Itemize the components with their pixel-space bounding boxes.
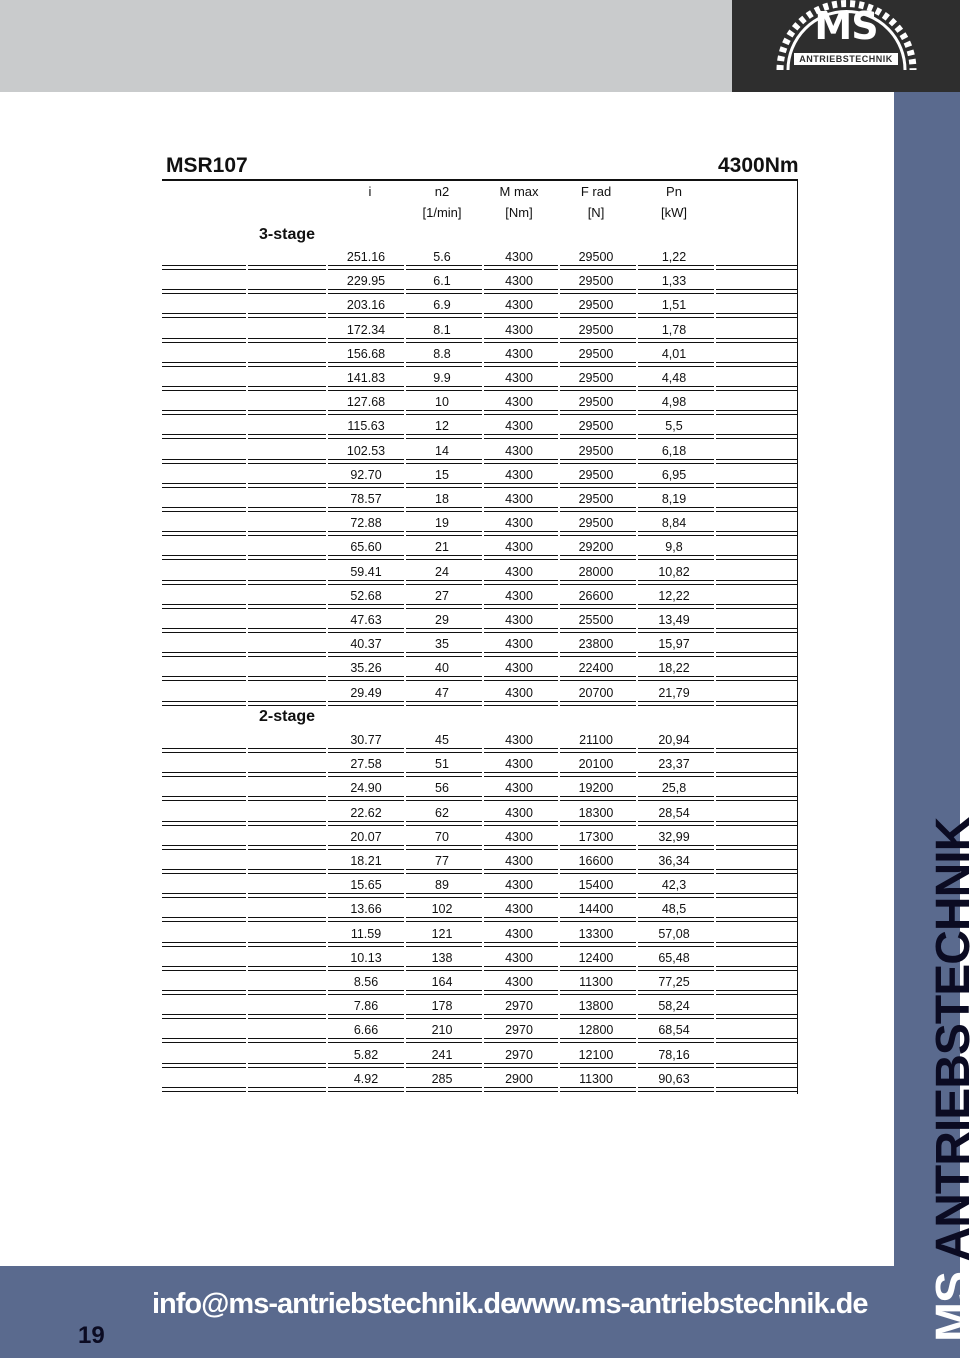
cell-ratio: 6.66 (353, 1023, 379, 1038)
table-row (0, 999, 800, 1023)
cell-ratio: 65.60 (350, 540, 382, 555)
cell-frad: 29500 (578, 443, 614, 458)
cell-n2: 19 (435, 516, 449, 531)
cell-n2: 164 (431, 975, 453, 989)
table-row (0, 878, 800, 902)
cell-ratio: 5.82 (353, 1047, 379, 1062)
cell-frad: 21100 (579, 733, 613, 747)
cell-frad: 28000 (578, 564, 614, 579)
col-header-pn: Pn (666, 184, 682, 199)
cell-ratio: 13.66 (350, 902, 382, 917)
cell-n2: 24 (435, 564, 449, 579)
cell-frad: 29500 (578, 322, 614, 337)
section-label-2-stage: 2-stage (259, 708, 316, 725)
cell-n2: 21 (435, 540, 449, 555)
cell-frad: 29500 (578, 516, 614, 531)
cell-mmax: 2970 (505, 1023, 533, 1038)
row-divider (162, 580, 798, 585)
row-divider (162, 845, 798, 850)
cell-pn: 4,01 (661, 346, 687, 361)
cell-frad: 16600 (578, 854, 614, 868)
cell-pn: 77,25 (658, 975, 690, 989)
cell-ratio: 92.70 (350, 467, 382, 482)
cell-mmax: 4300 (505, 492, 533, 506)
cell-n2: 18 (435, 492, 449, 506)
table-row (0, 274, 800, 298)
cell-ratio: 115.63 (347, 419, 385, 434)
row-divider (162, 1014, 798, 1019)
table-row (0, 444, 800, 468)
cell-mmax: 4300 (505, 322, 533, 337)
row-divider (162, 555, 798, 560)
cell-ratio: 35.26 (350, 661, 382, 676)
cell-pn: 1,22 (661, 250, 687, 264)
col-header-mmax: M max (499, 184, 539, 199)
cell-pn: 28,54 (658, 805, 690, 820)
cell-mmax: 4300 (505, 685, 533, 700)
cell-pn: 4,48 (661, 371, 687, 385)
cell-mmax: 4300 (505, 274, 533, 289)
cell-mmax: 4300 (505, 950, 533, 965)
row-divider (162, 652, 798, 657)
cell-n2: 89 (435, 878, 449, 893)
cell-ratio: 15.65 (350, 878, 382, 893)
row-divider (162, 1063, 798, 1068)
table-row (0, 347, 800, 371)
table-row (0, 902, 800, 926)
torque-rating: 4300Nm (718, 154, 799, 177)
col-unit-frad: [N] (587, 205, 605, 220)
cell-mmax: 4300 (505, 516, 533, 531)
cell-mmax: 4300 (505, 613, 533, 627)
cell-frad: 17300 (578, 829, 614, 844)
table-row (0, 298, 800, 322)
table-row (0, 323, 800, 347)
cell-mmax: 4300 (505, 443, 533, 458)
table-row (0, 854, 800, 878)
row-divider (162, 604, 798, 609)
table-row (0, 637, 800, 661)
cell-n2: 8.8 (433, 346, 451, 361)
cell-pn: 1,51 (661, 298, 687, 313)
cell-ratio: 229.95 (346, 274, 386, 289)
cell-ratio: 40.37 (350, 637, 382, 652)
side-brand-ms: MS (927, 1272, 980, 1342)
cell-n2: 285 (431, 1071, 453, 1086)
table-row (0, 419, 800, 443)
table-row (0, 468, 800, 492)
cell-n2: 27 (435, 588, 449, 603)
cell-pn: 48,5 (661, 902, 687, 917)
row-divider (162, 917, 798, 922)
cell-pn: 78,16 (658, 1047, 690, 1062)
cell-frad: 14400 (578, 902, 614, 917)
table-row (0, 371, 800, 395)
row-divider (162, 265, 798, 270)
cell-pn: 10,82 (658, 564, 690, 579)
row-divider (162, 313, 798, 318)
cell-mmax: 4300 (505, 661, 533, 676)
table-row (0, 613, 800, 637)
cell-n2: 241 (431, 1047, 453, 1062)
table-row (0, 1048, 800, 1072)
cell-n2: 45 (435, 733, 449, 747)
cell-n2: 51 (435, 757, 449, 772)
cell-frad: 23800 (578, 637, 614, 652)
cell-frad: 29500 (578, 419, 614, 434)
cell-pn: 90,63 (658, 1071, 690, 1086)
cell-n2: 12 (435, 419, 449, 434)
cell-n2: 70 (435, 829, 449, 844)
row-divider (162, 531, 798, 536)
cell-pn: 13,49 (658, 613, 690, 627)
row-divider (162, 990, 798, 995)
row-divider (162, 821, 798, 826)
cell-pn: 21,79 (658, 685, 690, 700)
cell-ratio: 24.90 (350, 781, 382, 796)
col-header-frad: F rad (580, 184, 612, 199)
cell-frad: 29500 (578, 371, 614, 385)
col-unit-n2: [1/min] (422, 205, 462, 220)
cell-mmax: 4300 (505, 298, 533, 313)
cell-frad: 13800 (578, 999, 614, 1014)
cell-frad: 22400 (578, 661, 614, 676)
row-divider (162, 796, 798, 801)
cell-ratio: 251.16 (346, 250, 386, 264)
cell-mmax: 4300 (505, 829, 533, 844)
cell-ratio: 172.34 (346, 322, 386, 337)
cell-pn: 1,78 (661, 322, 687, 337)
col-unit-mmax: [Nm] (505, 205, 533, 220)
cell-ratio: 7.86 (353, 999, 379, 1014)
cell-mmax: 4300 (505, 926, 533, 941)
cell-frad: 19200 (578, 781, 614, 796)
cell-pn: 8,84 (661, 516, 687, 531)
cell-frad: 29500 (578, 492, 614, 506)
cell-n2: 138 (431, 950, 453, 965)
side-brand-text (927, 817, 980, 1342)
cell-n2: 40 (435, 661, 449, 676)
cell-mmax: 4300 (505, 467, 533, 482)
cell-pn: 12,22 (658, 588, 690, 603)
table-row (0, 661, 800, 685)
cell-pn: 20,94 (658, 733, 690, 747)
website-link[interactable]: www.ms-antriebstechnik.de (510, 1288, 868, 1320)
col-unit-pn: [kW] (661, 205, 687, 220)
cell-n2: 6.9 (433, 298, 451, 313)
cell-n2: 6.1 (433, 274, 451, 289)
cell-n2: 56 (435, 781, 449, 796)
cell-mmax: 4300 (505, 250, 533, 264)
cell-pn: 5,5 (665, 419, 683, 434)
cell-mmax: 4300 (505, 805, 533, 820)
table-row (0, 589, 800, 613)
table-row (0, 540, 800, 564)
cell-mmax: 2900 (505, 1071, 533, 1086)
cell-mmax: 4300 (505, 878, 533, 893)
table-row (0, 757, 800, 781)
table-row (0, 951, 800, 975)
cell-n2: 9.9 (433, 371, 451, 385)
cell-ratio: 141.83 (346, 371, 386, 385)
cell-ratio: 18.21 (350, 854, 382, 868)
row-divider (162, 459, 798, 464)
cell-frad: 20100 (578, 757, 614, 772)
cell-pn: 25,8 (661, 781, 687, 796)
cell-ratio: 30.77 (350, 733, 382, 747)
title-rule (162, 179, 798, 181)
cell-frad: 25500 (578, 613, 614, 627)
table-row (0, 1072, 800, 1096)
logo-text: MS (814, 4, 878, 48)
cell-n2: 10 (435, 395, 449, 410)
cell-n2: 14 (435, 443, 449, 458)
cell-mmax: 4300 (505, 419, 533, 434)
cell-pn: 15,97 (658, 637, 690, 652)
row-divider (162, 676, 798, 681)
cell-frad: 26600 (578, 588, 614, 603)
cell-n2: 5.6 (433, 250, 451, 264)
table-row (0, 516, 800, 540)
cell-mmax: 4300 (505, 733, 533, 747)
cell-ratio: 10.13 (350, 950, 382, 965)
col-header-n2: n2 (434, 184, 450, 199)
table-row (0, 686, 800, 710)
cell-frad: 18300 (578, 805, 614, 820)
table-row (0, 565, 800, 589)
cell-pn: 32,99 (658, 829, 690, 844)
cell-frad: 29500 (578, 467, 614, 482)
cell-ratio: 52.68 (350, 588, 382, 603)
row-divider (162, 748, 798, 753)
cell-pn: 6,18 (661, 443, 687, 458)
cell-mmax: 4300 (505, 637, 533, 652)
cell-ratio: 20.07 (350, 829, 382, 844)
cell-mmax: 4300 (505, 346, 533, 361)
cell-mmax: 2970 (505, 1047, 533, 1062)
table-row (0, 806, 800, 830)
table-row (0, 733, 800, 757)
cell-pn: 4,98 (661, 395, 687, 410)
cell-ratio: 8.56 (353, 975, 379, 989)
cell-n2: 29 (435, 613, 449, 627)
cell-mmax: 4300 (505, 564, 533, 579)
cell-mmax: 4300 (505, 540, 533, 555)
cell-frad: 12800 (578, 1023, 614, 1038)
row-divider (162, 1087, 798, 1092)
side-brand-rest: ANTRIEBSTECHNIK (927, 817, 980, 1262)
logo-subtext: ANTRIEBSTECHNIK (794, 53, 898, 65)
table-row (0, 781, 800, 805)
cell-mmax: 4300 (505, 395, 533, 410)
cell-pn: 6,95 (661, 467, 687, 482)
cell-frad: 11300 (579, 1071, 613, 1086)
cell-mmax: 4300 (505, 975, 533, 989)
row-divider (162, 1038, 798, 1043)
page-number: 19 (78, 1322, 105, 1349)
cell-frad: 29500 (578, 274, 614, 289)
cell-ratio: 47.63 (350, 613, 382, 627)
cell-n2: 77 (435, 854, 449, 868)
cell-mmax: 4300 (505, 902, 533, 917)
table-row (0, 395, 800, 419)
cell-ratio: 11.59 (350, 926, 382, 941)
row-divider (162, 386, 798, 391)
table-row (0, 975, 800, 999)
row-divider (162, 338, 798, 343)
cell-ratio: 203.16 (346, 298, 386, 313)
cell-n2: 47 (435, 685, 449, 700)
cell-ratio: 27.58 (350, 757, 382, 772)
cell-frad: 11300 (579, 975, 613, 989)
cell-ratio: 29.49 (350, 685, 382, 700)
cell-pn: 65,48 (658, 950, 690, 965)
row-divider (162, 701, 798, 706)
cell-n2: 178 (431, 999, 453, 1014)
cell-ratio: 4.92 (353, 1071, 379, 1086)
row-divider (162, 772, 798, 777)
cell-ratio: 22.62 (350, 805, 382, 820)
cell-n2: 121 (431, 926, 453, 941)
cell-pn: 18,22 (658, 661, 690, 676)
row-divider (162, 869, 798, 874)
cell-ratio: 78.57 (350, 492, 382, 506)
cell-pn: 68,54 (658, 1023, 690, 1038)
row-divider (162, 410, 798, 415)
cell-frad: 29500 (578, 395, 614, 410)
section-label-3-stage: 3-stage (259, 226, 316, 243)
cell-n2: 15 (435, 467, 449, 482)
cell-mmax: 4300 (505, 371, 533, 385)
company-logo (732, 0, 960, 92)
table-row (0, 250, 800, 274)
cell-pn: 8,19 (661, 492, 687, 506)
row-divider (162, 289, 798, 294)
email-link[interactable]: info@ms-antriebstechnik.de (152, 1288, 516, 1320)
cell-n2: 8.1 (433, 322, 451, 337)
cell-mmax: 4300 (505, 757, 533, 772)
cell-n2: 62 (435, 805, 449, 820)
page-title: MSR107 (166, 154, 248, 177)
row-divider (162, 434, 798, 439)
cell-n2: 102 (431, 902, 453, 917)
table-row (0, 1023, 800, 1047)
cell-n2: 210 (431, 1023, 453, 1038)
row-divider (162, 507, 798, 512)
cell-pn: 36,34 (658, 854, 690, 868)
cell-mmax: 2970 (505, 999, 533, 1014)
row-divider (162, 362, 798, 367)
cell-frad: 29500 (578, 250, 614, 264)
cell-frad: 12400 (578, 950, 614, 965)
col-header-i: i (368, 184, 372, 199)
row-divider (162, 893, 798, 898)
cell-n2: 35 (435, 637, 449, 652)
row-divider (162, 628, 798, 633)
cell-ratio: 72.88 (350, 516, 382, 531)
cell-ratio: 59.41 (350, 564, 382, 579)
cell-mmax: 4300 (505, 588, 533, 603)
cell-pn: 9,8 (665, 540, 683, 555)
cell-frad: 29200 (578, 540, 614, 555)
cell-frad: 29500 (578, 298, 614, 313)
table-row (0, 927, 800, 951)
cell-pn: 42,3 (661, 878, 687, 893)
row-divider (162, 966, 798, 971)
cell-mmax: 4300 (505, 781, 533, 796)
cell-frad: 12100 (578, 1047, 614, 1062)
cell-frad: 29500 (578, 346, 614, 361)
cell-ratio: 102.53 (346, 443, 386, 458)
cell-ratio: 127.68 (346, 395, 386, 410)
cell-frad: 20700 (578, 685, 614, 700)
table-row (0, 492, 800, 516)
cell-pn: 58,24 (658, 999, 690, 1014)
cell-pn: 23,37 (658, 757, 690, 772)
cell-frad: 15400 (578, 878, 614, 893)
table-row (0, 830, 800, 854)
cell-pn: 57,08 (658, 926, 690, 941)
cell-mmax: 4300 (505, 854, 533, 868)
row-divider (162, 483, 798, 488)
cell-pn: 1,33 (661, 274, 687, 289)
cell-ratio: 156.68 (346, 346, 386, 361)
row-divider (162, 942, 798, 947)
cell-frad: 13300 (578, 926, 614, 941)
